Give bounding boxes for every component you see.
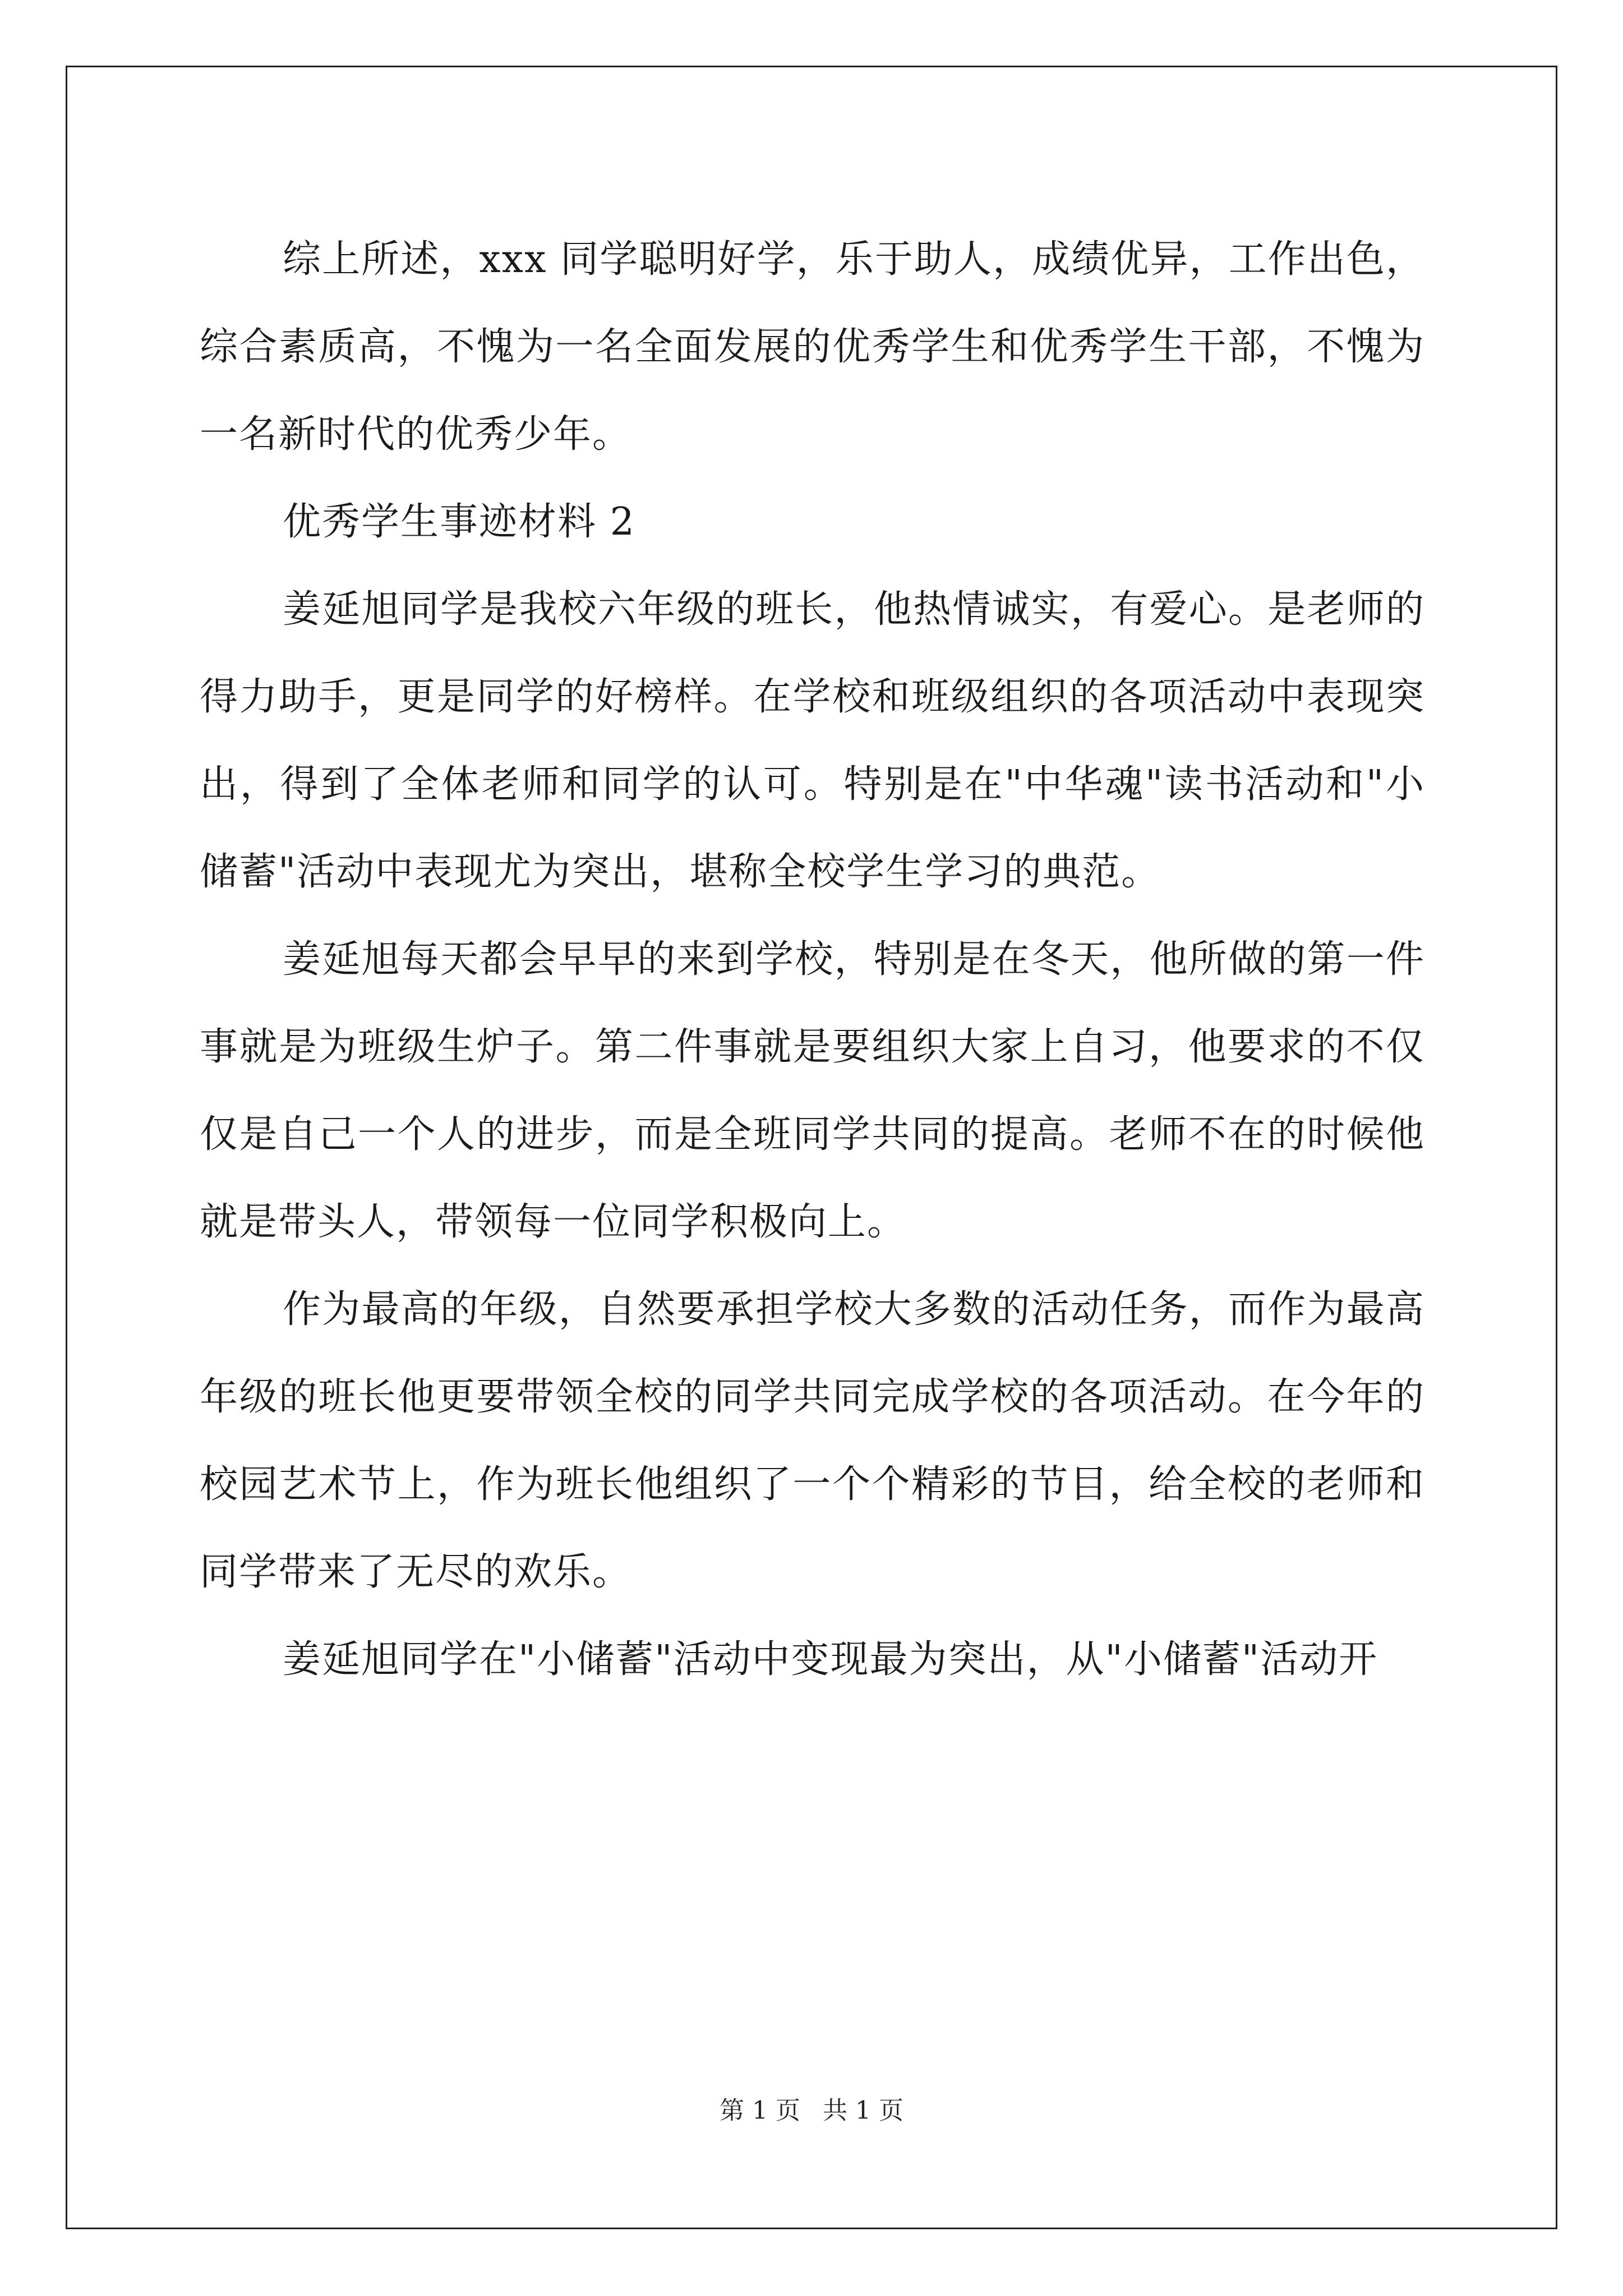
section-heading: 优秀学生事迹材料 2	[283, 500, 635, 544]
document-body	[200, 216, 1425, 1704]
page-total: 共 1 页	[823, 2096, 903, 2125]
paragraph-savings: 姜延旭同学在"小储蓄"活动中变现最为突出，从"小储蓄"活动开	[283, 1637, 1378, 1682]
page-footer	[0, 2094, 1623, 2128]
paragraph-activities: 作为最高的年级，自然要承担学校大多数的活动任务，而作为最高年级的班长他更要带领全校的同学共同完成学校的各项活动。在今年的校园艺术节上，作为班长他组织了一个个精彩的节目，给全校的老师和同学带来了无尽的欢乐。	[200, 1287, 1425, 1594]
paragraph-intro: 姜延旭同学是我校六年级的班长，他热情诚实，有爱心。是老师的得力助手，更是同学的好榜样。在学校和班级组织的各项活动中表现突出，得到了全体老师和同学的认可。特别是在"中华魂"读书活动和"小储蓄"活动中表现尤为突出，堪称全校学生学习的典范。	[200, 587, 1425, 894]
paragraph-daily: 姜延旭每天都会早早的来到学校，特别是在冬天，他所做的第一件事就是为班级生炉子。第二件事就是要组织大家上自习，他要求的不仅仅是自己一个人的进步，而是全班同学共同的提高。老师不在的时候他就是带头人，带领每一位同学积极向上。	[200, 937, 1425, 1244]
page-number: 第 1 页	[720, 2096, 800, 2125]
paragraph-summary: 综上所述，xxx 同学聪明好学，乐于助人，成绩优异，工作出色，综合素质高，不愧为一名全面发展的优秀学生和优秀学生干部，不愧为一名新时代的优秀少年。	[200, 237, 1425, 457]
